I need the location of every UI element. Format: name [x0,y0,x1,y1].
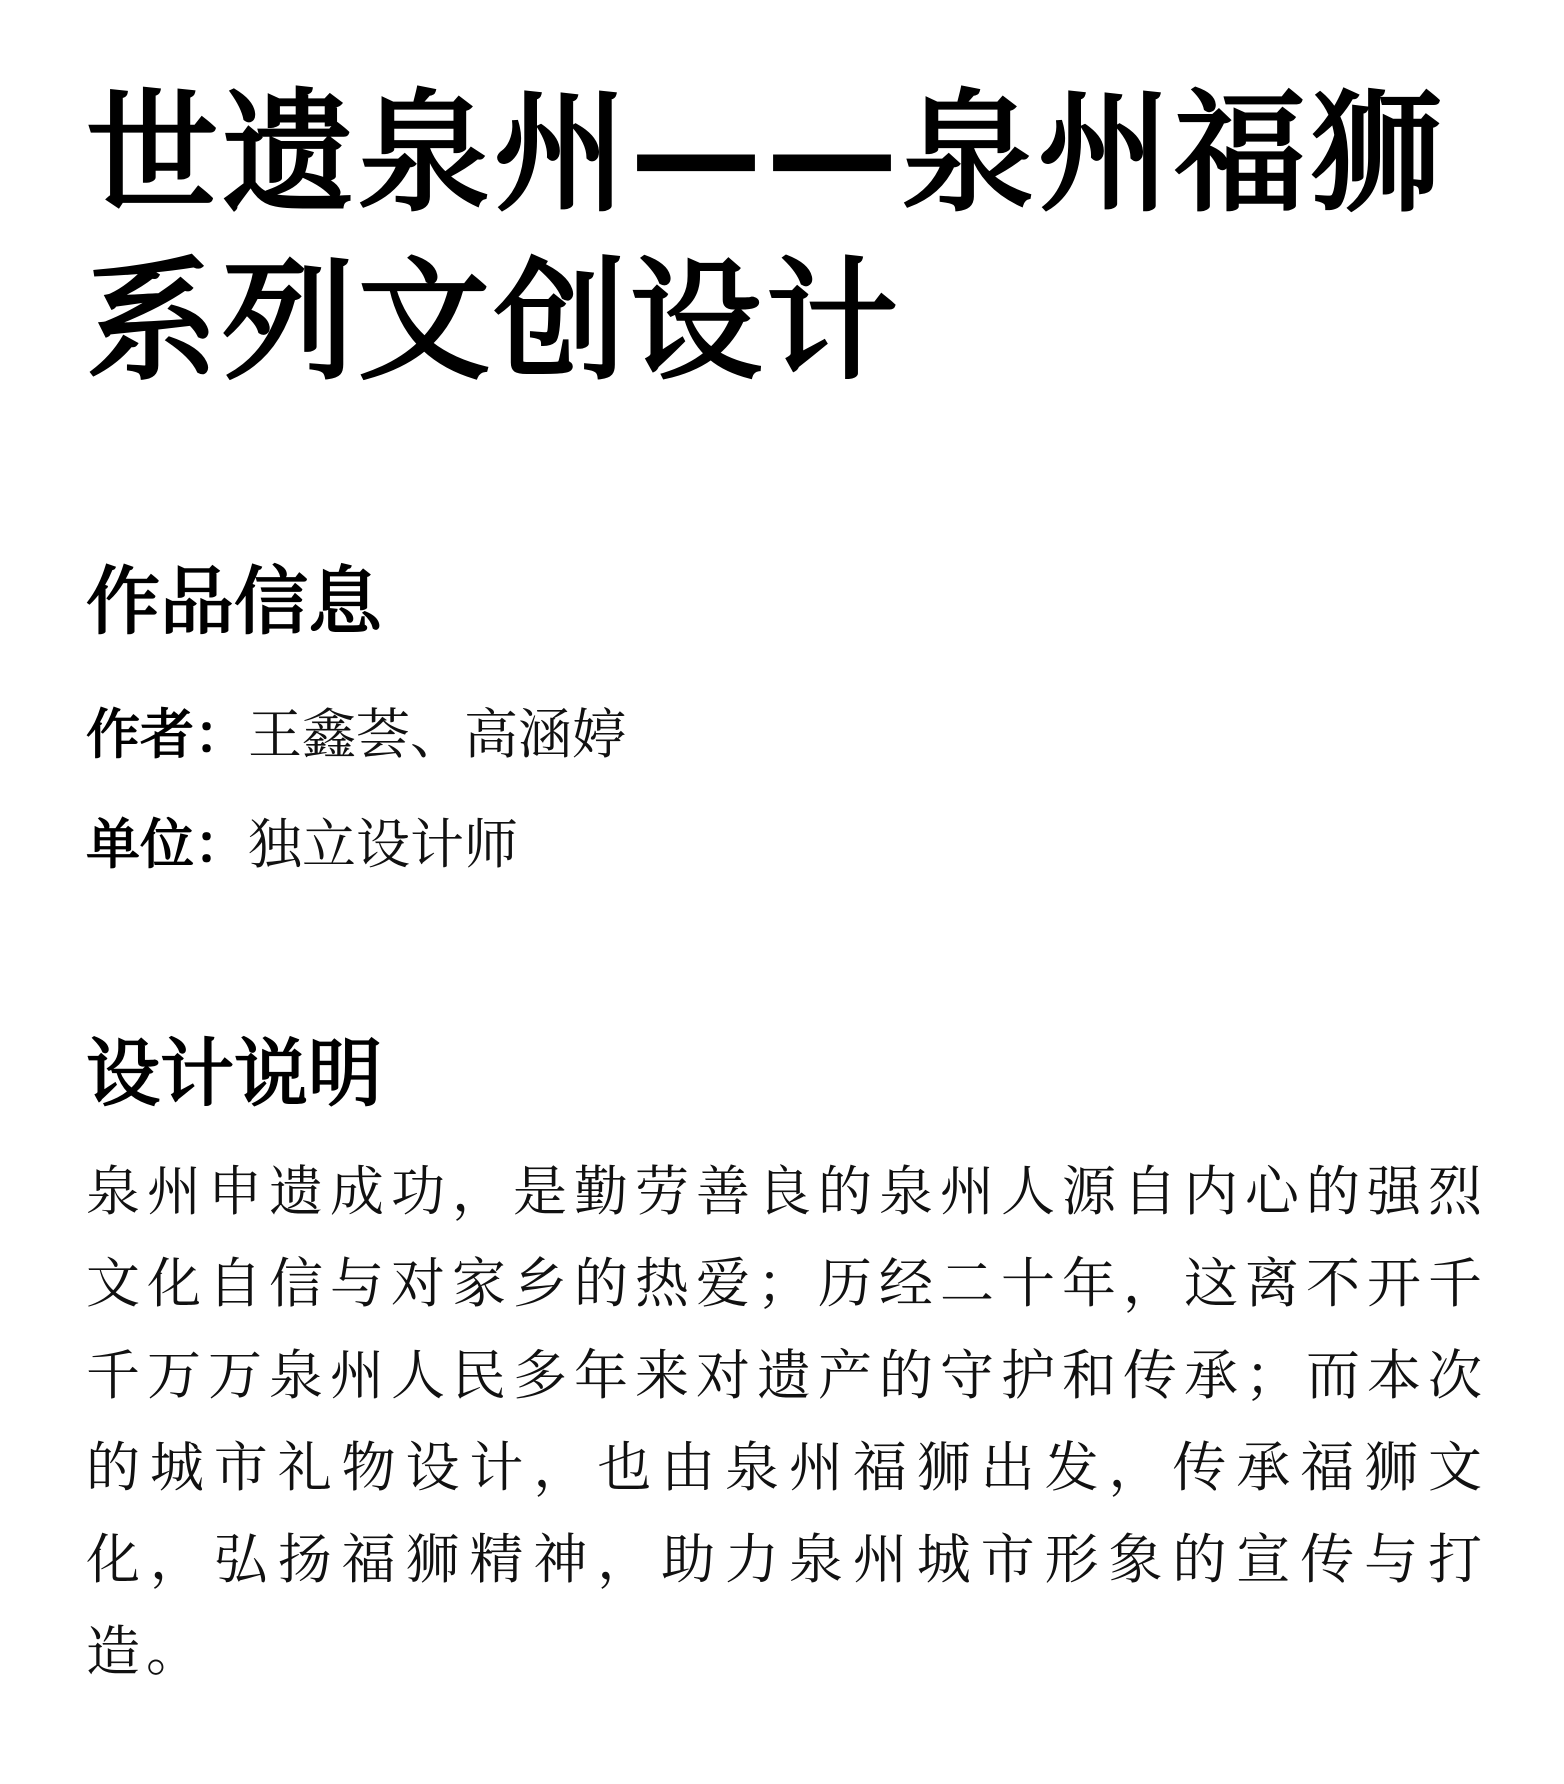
author-value: 王鑫荟、高涵婷 [248,703,626,766]
unit-row [86,790,1486,900]
work-info-heading: 作品信息 [86,559,382,645]
unit-value: 独立设计师 [248,813,518,876]
unit-label: 单位： [86,813,248,876]
design-description-heading: 设计说明 [86,1031,382,1117]
author-row [86,680,1486,790]
author-label: 作者： [86,703,248,766]
work-info-list [86,680,1486,900]
design-description-body: 泉州申遗成功，是勤劳善良的泉州人源自内心的强烈文化自信与对家乡的热爱；历经二十年，这离不开千千万万泉州人民多年来对遗产的守护和传承；而本次的城市礼物设计，也由泉州福狮出发，传承福狮文化，弘扬福狮精神，助力泉州城市形象的宣传与打造。 [86,1160,1488,1683]
page-title: 世遗泉州——泉州福狮系列文创设计 [86,77,1446,399]
document-page [86,70,1486,1698]
